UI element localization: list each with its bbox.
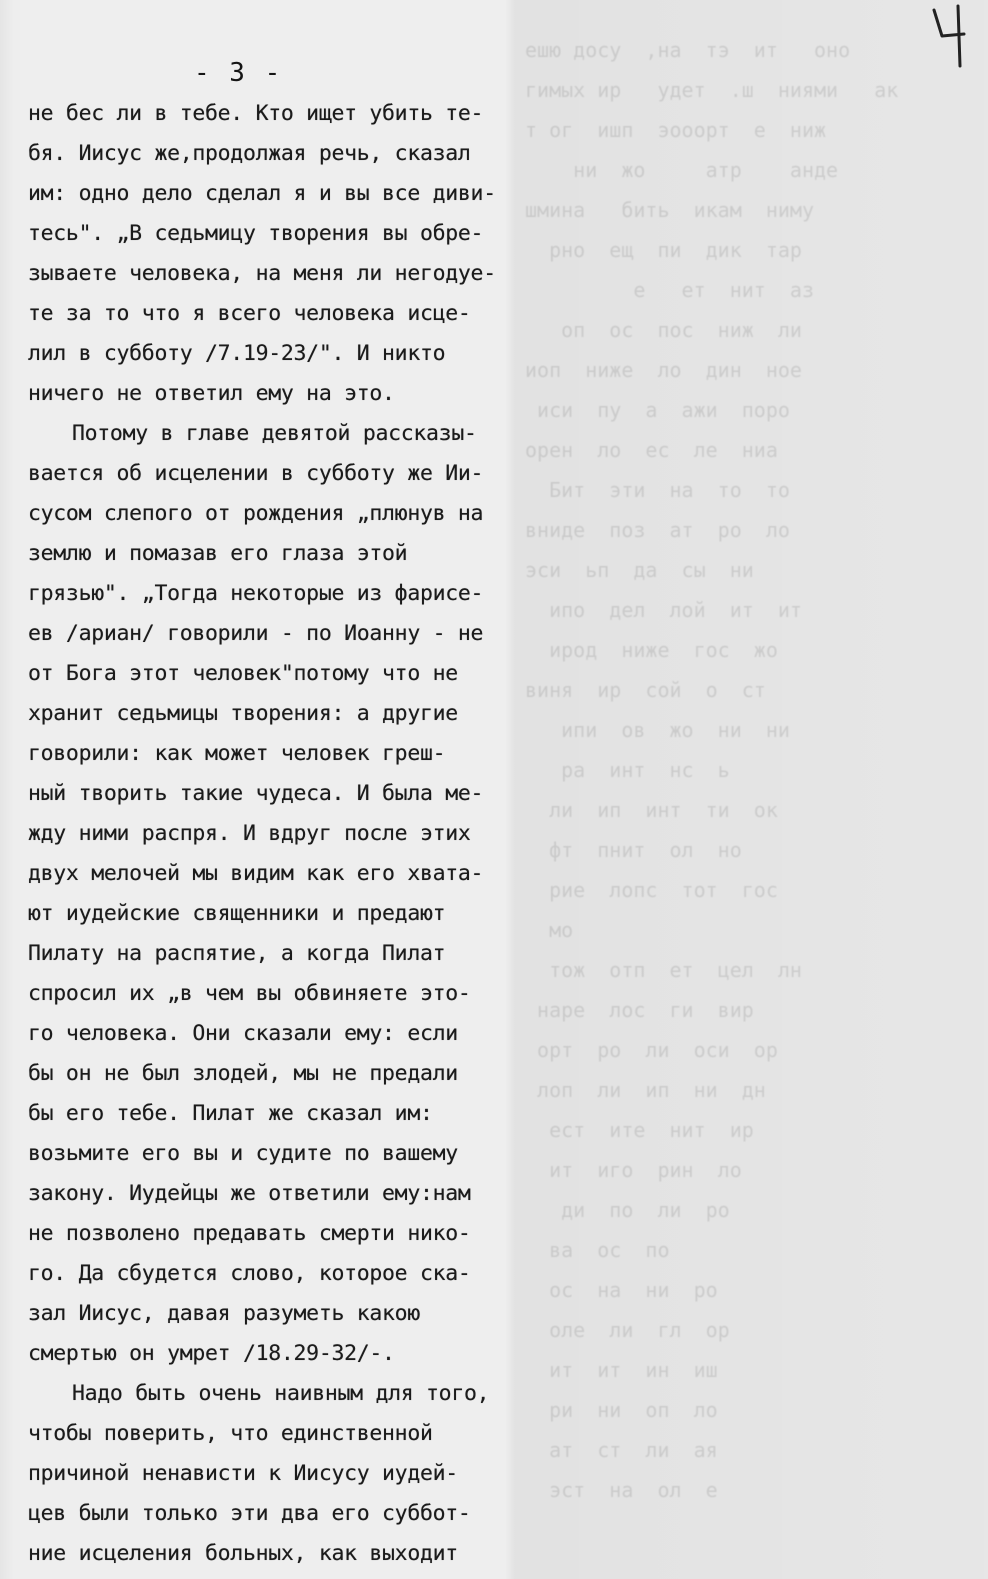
text-line: грязью". „Тогда некоторые из фарисе-	[28, 581, 484, 606]
text-line: закону. Иудейцы же ответили ему:нам	[28, 1181, 471, 1206]
text-line: те за то что я всего человека исце-	[28, 301, 471, 326]
text-line: не позволено предавать смерти нико-	[28, 1221, 471, 1246]
text-line: Надо быть очень наивным для того,	[72, 1381, 490, 1406]
text-line: зываете человека, на меня ли негодуе-	[28, 261, 496, 286]
page-number: - 3 -	[194, 58, 283, 88]
text-line: говорили: как может человек греш-	[28, 741, 446, 766]
handwritten-sheet-number	[924, 2, 974, 70]
text-line: цев были только эти два его суббот-	[28, 1501, 471, 1526]
text-line: бы он не был злодей, мы не предали	[28, 1061, 458, 1086]
text-line: не бес ли в тебе. Кто ищет убить те-	[28, 101, 484, 126]
text-line: ный творить такие чудеса. И была ме-	[28, 781, 484, 806]
text-line: ют иудейские священники и предают	[28, 901, 446, 926]
text-line: чтобы поверить, что единственной	[28, 1421, 433, 1446]
text-line: ничего не ответил ему на это.	[28, 381, 395, 406]
text-line: спросил их „в чем вы обвиняете это-	[28, 981, 471, 1006]
text-line: Потому в главе девятой рассказы-	[72, 421, 477, 446]
text-line: причиной ненависти к Иисусу иудей-	[28, 1461, 458, 1486]
text-line: от Бога этот человек"потому что не	[28, 661, 458, 686]
text-line: землю и помазав его глаза этой	[28, 541, 408, 566]
text-line: хранит седьмицы творения: а другие	[28, 701, 458, 726]
text-line: лил в субботу /7.19-23/". И никто	[28, 341, 446, 366]
text-line: бы его тебе. Пилат же сказал им:	[28, 1101, 433, 1126]
text-line: жду ними распря. И вдруг после этих	[28, 821, 471, 846]
text-line: сусом слепого от рождения „плюнув на	[28, 501, 484, 526]
typed-text-body	[28, 94, 513, 1574]
text-line: тесь". „В седьмицу творения вы обре-	[28, 221, 484, 246]
bleed-through-texture: ешю досу ,на тэ ит оно гимых ир удет .ш ниями ак т ог ишп эооорт е ниж ни жо атр анде шмина бить икам ниму рно ещ пи дик тар е ет нит аз оп ос пос ниж ли иоп ниже ло дин ное иси пу а ажи поро орен ло ес ле ниа Бит эти на то то вниде поз ат ро ло эси ьп да сы ни ипо дел лой ит ит ирод ниже гос жо виня ир сой о ст ипи ов жо ни ни ра инт нс ь ли ип инт ти ок фт пнит ол но рие лопс тот гос мо тож отп ет цел лн наре лос ги вир орт ро ли оси ор лоп ли ип ни дн ест ите нит ир ит иго рин ло ди по ли ро ва ос по ос на ни ро оле ли гл ор ит ит ин иш ри ни оп ло ат ст ли ая эст на ол е	[525, 38, 899, 1502]
text-line: вается об исцелении в субботу же Ии-	[28, 461, 484, 486]
text-line: го человека. Они сказали ему: если	[28, 1021, 458, 1046]
text-line: двух мелочей мы видим как его хвата-	[28, 861, 484, 886]
text-line: смертью он умрет /18.29-32/-.	[28, 1341, 395, 1366]
text-line: ев /ариан/ говорили - по Иоанну - не	[28, 621, 484, 646]
text-line: го. Да сбудется слово, которое ска-	[28, 1261, 471, 1286]
text-line: возьмите его вы и судите по вашему	[28, 1141, 458, 1166]
text-line: им: одно дело сделал я и вы все диви-	[28, 181, 496, 206]
text-line: зал Иисус, давая разуметь какою	[28, 1301, 420, 1326]
text-line: ние исцеления больных, как выходит	[28, 1541, 458, 1566]
text-line: Пилату на распятие, а когда Пилат	[28, 941, 446, 966]
text-line: бя. Иисус же,продолжая речь, сказал	[28, 141, 471, 166]
